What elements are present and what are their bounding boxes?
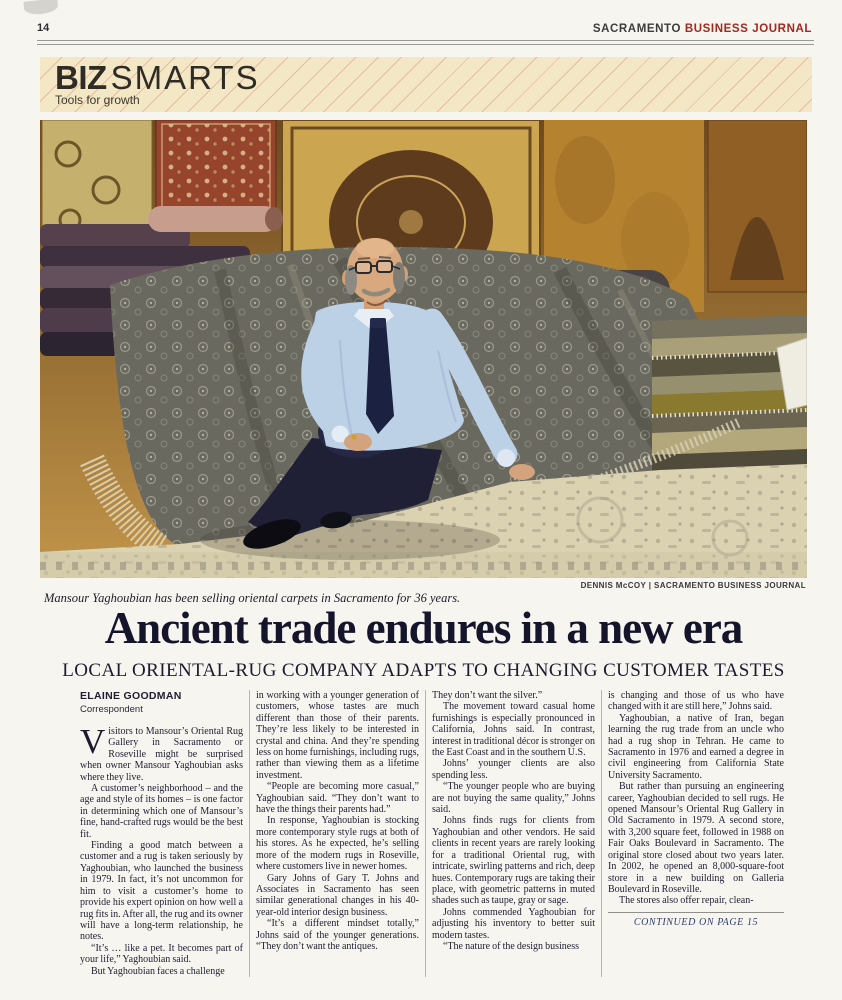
paragraph: Finding a good match between a customer and a rug is taken seriously by Yaghoubian, who launched the business in 1979. In fact, it’s not uncommon for him to visit a customer’s home to provide his expert opinion on how well a rug fits in. After all, the rug and its owner will have a long-term relationship, he notes. xyxy=(80,840,243,943)
photo-credit: DENNIS McCOY | SACRAMENTO BUSINESS JOURNAL xyxy=(580,581,806,590)
paragraph: The stores also offer repair, clean- xyxy=(619,895,754,907)
paragraph: A customer’s neighborhood – and the age and style of its homes – is one factor in determining which one of Mansour’s fine, hand-crafted rugs would be the best fit. xyxy=(80,783,243,840)
hand-on-knee xyxy=(344,433,372,451)
paragraph: They don’t want the silver.” xyxy=(432,690,543,701)
continued-notice: CONTINUED ON PAGE 15 xyxy=(608,912,784,928)
scan-smudge xyxy=(23,0,58,16)
section-banner xyxy=(40,57,812,112)
paragraph: “It’s a different mindset totally,” Johns said of the younger generations. “They don’t want the antiques. xyxy=(256,918,419,952)
paragraph: “It’s … like a pet. It becomes part of your life,” Yaghoubian said. xyxy=(80,942,243,966)
column-3 xyxy=(432,690,602,977)
masthead-city: SACRAMENTO xyxy=(592,23,685,35)
paragraph: “The nature of the design business xyxy=(443,940,580,952)
column-1 xyxy=(80,690,250,977)
photo-caption: Mansour Yaghoubian has been selling oriental carpets in Sacramento for 36 years. xyxy=(44,591,461,605)
headline: Ancient trade endures in a new era xyxy=(104,603,743,653)
byline-name: ELAINE GOODMAN xyxy=(80,690,182,702)
drop-cap: V xyxy=(80,722,106,761)
rug-gallery-photo xyxy=(40,120,807,578)
page-number: 14 xyxy=(37,22,50,34)
header-rule xyxy=(37,40,814,45)
hand-on-floor xyxy=(509,464,535,480)
byline xyxy=(80,690,243,715)
subhead: LOCAL ORIENTAL-RUG COMPANY ADAPTS TO CHANGING CUSTOMER TASTES xyxy=(62,660,785,681)
paragraph: Gary Johns of Gary T. Johns and Associates in Sacramento has seen similar generational changes in his 40-year-old interior design business. xyxy=(256,872,419,918)
paragraph: In response, Yaghoubian is stocking more contemporary style rugs at both of his stores. As he expected, he’s selling more of the modern rugs in Roseville, where customers live in newer homes. xyxy=(256,815,419,873)
rug-gallery-photo-illustration xyxy=(40,120,807,578)
paragraph: The movement toward casual home furnishings is especially pronounced in California, Johns said. In contrast, interest in traditional décor is stronger on the East Coast and in the southern U.S. xyxy=(432,701,595,759)
paragraph: Yaghoubian, a native of Iran, began learning the rug trade from an uncle who had a rug shop in Tehran. He came to Sacramento in 1976 and earned a degree in civil engineering from California State University Sacramento. xyxy=(608,712,784,781)
section-title xyxy=(55,59,812,96)
gold-ring xyxy=(352,435,357,440)
paragraph: Johns’ younger clients are also spending less. xyxy=(432,758,595,781)
paragraph: “The younger people who are buying are not buying the same quality,” Johns said. xyxy=(432,781,595,816)
paragraph: But Yaghoubian faces a challenge xyxy=(91,965,225,977)
paragraph xyxy=(80,722,243,783)
section-title-bold: BIZ xyxy=(55,59,107,96)
paragraph: Johns finds rugs for clients from Yaghoubian and other vendors. He said clients in recent years are rarely looking for a traditional Oriental rug, with intricate, swirling patterns and rich, deep hues. Contemporary rugs are taking their place, with geometric patterns in muted shades such as taupe, gray or sage. xyxy=(432,815,595,907)
paragraph: “People are becoming more casual,” Yaghoubian said. “They don’t want to have the things their parents had.” xyxy=(256,781,419,816)
rolled-rug xyxy=(148,206,278,232)
paragraph: Johns commended Yaghoubian for adjusting his inventory to better suit modern tastes. xyxy=(432,906,595,941)
byline-role: Correspondent xyxy=(80,704,143,715)
column-4 xyxy=(608,690,784,977)
article-columns xyxy=(80,690,784,977)
section-tagline: Tools for growth xyxy=(55,93,140,107)
paragraph: But rather than pursuing an engineering career, Yaghoubian decided to sell rugs. He opened Mansour’s Oriental Rug Gallery in Old Sacramento in 1979. A second store, with 3,200 square feet, followed in 1988 on Fair Oaks Boulevard in Sacramento. The original store closed about two years later. In 2002, he opened an 8,000-square-foot store in a new building on Galleria Boulevard in Roseville. xyxy=(608,781,784,895)
masthead xyxy=(593,23,812,35)
column-2 xyxy=(256,690,426,977)
paragraph: is changing and those of us who have changed with it are still here,” Johns said. xyxy=(608,690,784,713)
masthead-brand: BUSINESS JOURNAL xyxy=(684,23,812,35)
glasses xyxy=(356,262,371,273)
paragraph-text: isitors to Mansour’s Oriental Rug Gallery in Sacramento or Roseville might be surprised when owner Mansour Yaghoubian asks where they live. xyxy=(80,726,243,783)
section-title-light: SMARTS xyxy=(110,59,260,96)
paragraph: in working with a younger generation of customers, whose tastes are much different than those of their parents. They’re less likely to be interested in crystal and china. And they’re spending less on home furnishings, including rugs, rather than viewing them as a lifetime investment. xyxy=(256,690,419,781)
